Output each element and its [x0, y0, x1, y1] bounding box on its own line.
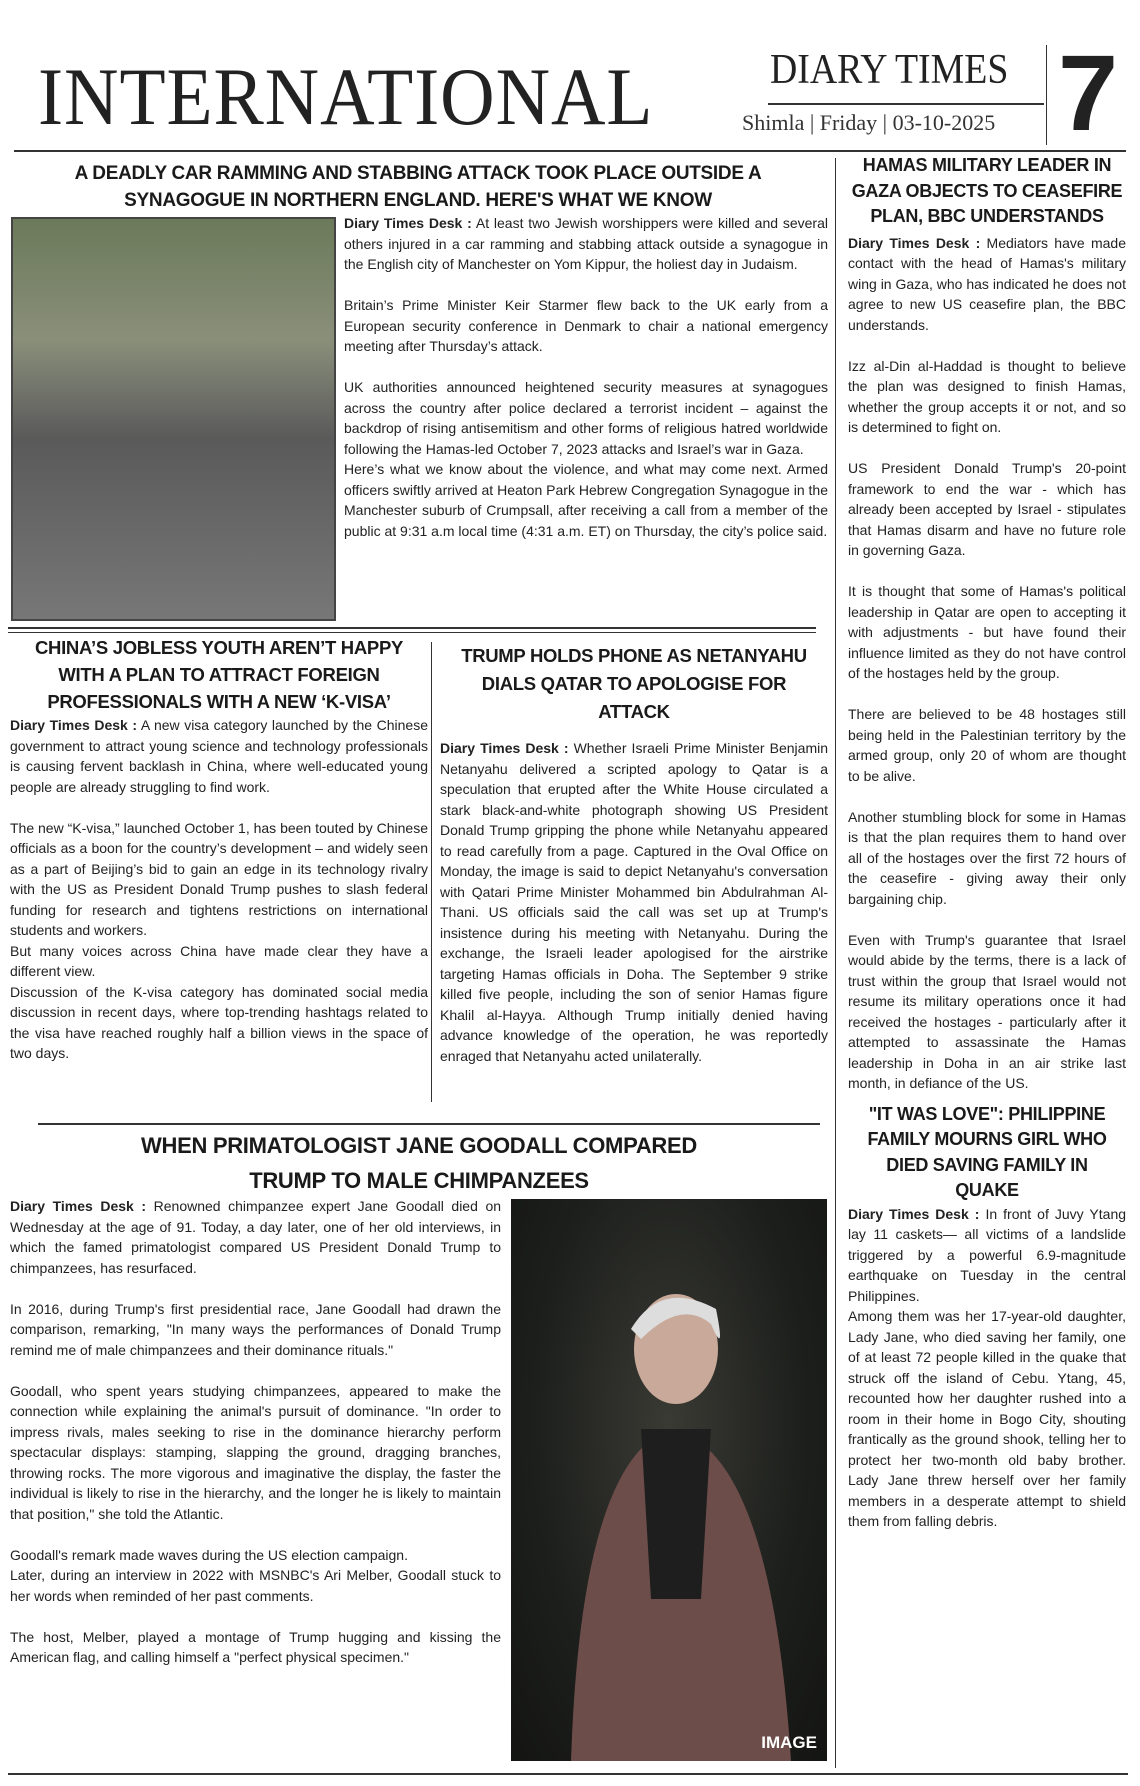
paragraph: Among them was her 17-year-old daughter, Lady Jane, who died saving her family, one of at least 72 people killed in the quake that struck off the island of Cebu. Ytang, 45, recounted how her daughter rushed into a room in their home in Bogo City, shouting frantically as the ground shook, telling her to protect her two-month old baby brother. Lady Jane threw herself over her family members in a desperate attempt to shield them from falling debris. [848, 1308, 1126, 1529]
article-body [848, 1204, 1126, 1532]
paragraph: Even with Trump's guarantee that Israel would abide by the terms, there is a lack of trust within the group that Israel would not resume its military operations once it had received the hostages - particularly after it attempted to assassinate the Hamas leadership in Doha in an air strike last month, in defiance of the US. [848, 931, 1126, 1091]
article-title: WHEN PRIMATOLOGIST JANE GOODALL COMPARED TRUMP TO MALE CHIMPANZEES [141, 1133, 697, 1193]
paragraph: UK authorities announced heightened security measures at synagogues across the country after police declared a terrorist incident – against the backdrop of rising antisemitism and other forms of religious hatred worldwide following the Hamas-led October 7, 2023 attacks and Israel’s war in Gaza. [344, 379, 828, 457]
article-body [344, 213, 828, 562]
image-caption: IMAGE [761, 1733, 817, 1752]
article-synagogue [10, 160, 826, 214]
paragraph: Renowned chimpanzee expert Jane Goodall died on Wednesday at the age of 91. Today, a day later, one of her old interviews, in which the famed primatologist compared US President Donald Trump to chimpanzees, has resurfaced. [10, 1198, 502, 1276]
section-title: INTERNATIONAL [38, 51, 654, 142]
paragraph: In 2016, during Trump's first presidential race, Jane Goodall had drawn the comparison, remarking, "In many ways the performances of Donald Trump remind me of male chimpanzees and their dominance rituals." [10, 1300, 501, 1358]
paragraph: Another stumbling block for some in Hamas is that the plan requires them to hand over all of the hostages over the first 72 hours of the ceasefire - giving away their only bargaining chip. [848, 808, 1126, 907]
paragraph: Here’s what we know about the violence, and what may come next. Armed officers swiftly arrived at Heaton Park Hebrew Congregation Synagogue in the Manchester suburb of Crumpsall, after receiving a call from a member of the public at 9:31 a.m local time (4:31 a.m. ET) on Thursday, the city’s police said. [344, 461, 828, 539]
paragraph: Izz al-Din al-Haddad is thought to believe the plan was designed to finish Hamas, whether the group accepts it or not, and so is determined to fight on. [848, 357, 1126, 435]
article-title: CHINA’S JOBLESS YOUTH AREN’T HAPPY WITH A PLAN TO ATTRACT FOREIGN PROFESSIONALS WITH A NEW ‘K-VISA’ [34, 637, 404, 712]
article-body [440, 738, 828, 1066]
paragraph: The new “K-visa,” launched October 1, has been touted by Chinese officials as a boon for the country’s development – and widely seen as a part of Beijing’s bid to gain an edge in its technology rivalry with the US as President Donald Trump pushes to slash federal funding for research and tightens restrictions on international students and workers. [10, 819, 428, 938]
article-title: "IT WAS LOVE": PHILIPPINE FAMILY MOURNS GIRL WHO DIED SAVING FAMILY IN QUAKE [867, 1103, 1107, 1200]
article-goodall [10, 1128, 828, 1198]
article-trump-phone [440, 642, 828, 1066]
paragraph: Discussion of the K-visa category has dominated social media discussion in recent days, where top-trending hashtags related to the visa have reached roughly half a billion views in the space of two days. [10, 983, 428, 1061]
paragraph: Goodall's remark made waves during the US election campaign. [10, 1546, 408, 1563]
article-title: TRUMP HOLDS PHONE AS NETANYAHU DIALS QATAR TO APOLOGISE FOR ATTACK [461, 645, 807, 722]
article-title: HAMAS MILITARY LEADER IN GAZA OBJECTS TO CEASEFIRE PLAN, BBC UNDERSTANDS [851, 155, 1123, 226]
paragraph: There are believed to be 48 hostages still being held in the Palestinian territory by the armed group, only 20 of whom are thought to be alive. [848, 706, 1126, 784]
desk-label: Diary Times Desk : [440, 740, 569, 756]
paragraph: Goodall, who spent years studying chimpanzees, appeared to make the connection while explaining the animal's pursuit of dominance. "In order to impress rivals, males seeking to rise in the dominance hierarchy perform spectacular displays: stamping, slapping the ground, dragging branches, throwing rocks. The more vigorous and imaginative the display, the faster the individual is likely to rise in the hierarchy, and the longer he is likely to maintain that position," she told the Atlantic. [10, 1382, 501, 1522]
divider [431, 642, 432, 1102]
paragraph: US President Donald Trump's 20-point framework to end the war - which has already been accepted by Israel - stipulates that Hamas disarm and have no future role in governing Gaza. [848, 460, 1126, 558]
paragraph: In front of Juvy Ytang lay 11 caskets— all victims of a landslide triggered by a powerful 6.9-magnitude earthquake on Tuesday in the central Philippines. [848, 1205, 1127, 1304]
dateline: Shimla | Friday | 03-10-2025 [742, 110, 996, 135]
article-title: A DEADLY CAR RAMMING AND STABBING ATTACK TOOK PLACE OUTSIDE A SYNAGOGUE IN NORTHERN ENGLAND. HERE'S WHAT WE KNOW [74, 163, 762, 211]
desk-label: Diary Times Desk : [848, 1205, 980, 1222]
divider [768, 103, 1044, 105]
divider [1046, 45, 1047, 145]
column-divider [835, 158, 836, 1768]
article-body [10, 1196, 501, 1688]
paragraph: It is thought that some of Hamas's political leadership in Qatar are open to accepting it with adjustments - but have found their influence limited as they do not have control of the hostages held by the group. [848, 583, 1126, 681]
article-hamas [848, 153, 1126, 1532]
header-rule [14, 150, 1126, 152]
paragraph: The host, Melber, played a montage of Trump hugging and kissing the American flag, and calling himself a "perfect physical specimen." [10, 1628, 501, 1665]
divider [8, 632, 816, 633]
article-china [10, 634, 428, 1064]
portrait-illustration [511, 1199, 827, 1761]
desk-label: Diary Times Desk : [848, 234, 981, 251]
paragraph: Britain’s Prime Minister Keir Starmer flew back to the UK early from a European security conference in Denmark to chair a national emergency meeting after Thursday’s attack. [344, 297, 828, 354]
paragraph: But many voices across China have made clear they have a different view. [10, 942, 428, 979]
desk-label: Diary Times Desk : [10, 1198, 147, 1214]
bottom-rule [8, 1773, 1128, 1775]
paragraph: Later, during an interview in 2022 with MSNBC's Ari Melber, Goodall stuck to her words when reminded of her past comments. [10, 1567, 501, 1604]
page-number: 7 [1058, 32, 1119, 153]
paragraph: Mediators have made contact with the head of Hamas's military wing in Gaza, who has indicated he does not agree to new US ceasefire plan, the BBC understands. [848, 234, 1126, 333]
divider [38, 1123, 820, 1125]
article-body [848, 233, 1126, 1094]
paragraph: Whether Israeli Prime Minister Benjamin Netanyahu delivered a scripted apology to Qatar is a speculation that erupted after the White House circulated a stark black-and-white photograph showing US President Donald Trump gripping the phone while Netanyahu appeared to read carefully from a page. Captured in the Oval Office on Monday, the image is said to depict Netanyahu's conversation with Qatari Prime Minister Mohammed bin Abdulrahman Al-Thani. US officials said the call was set up at Trump's insistence during his meeting with Netanyahu. During the exchange, the Israeli leader apologised for the airstrike targeting Hamas officials in Doha. The September 9 strike killed five people, including the son of senior Hamas figure Khalil al-Hayya. Although Trump initially denied having advance knowledge of the operation, he was reportedly enraged that Netanyahu acted unilaterally. [440, 740, 829, 1064]
article-body [10, 715, 428, 1064]
masthead-brand: DIARY TIMES [770, 47, 1009, 93]
paragraph: A new visa category launched by the Chinese government to attract young science and technology professionals is causing fervent backlash in China, where well-educated young people are already struggling to find work. [10, 717, 429, 795]
article-photo [511, 1199, 827, 1761]
desk-label: Diary Times Desk : [10, 717, 138, 733]
desk-label: Diary Times Desk : [344, 215, 472, 231]
divider [8, 627, 816, 629]
paragraph: At least two Jewish worshippers were killed and several others injured in a car ramming and stabbing attack outside a synagogue in the English city of Manchester on Yom Kippur, the holiest day in Judaism. [344, 215, 828, 272]
article-photo [11, 217, 336, 621]
